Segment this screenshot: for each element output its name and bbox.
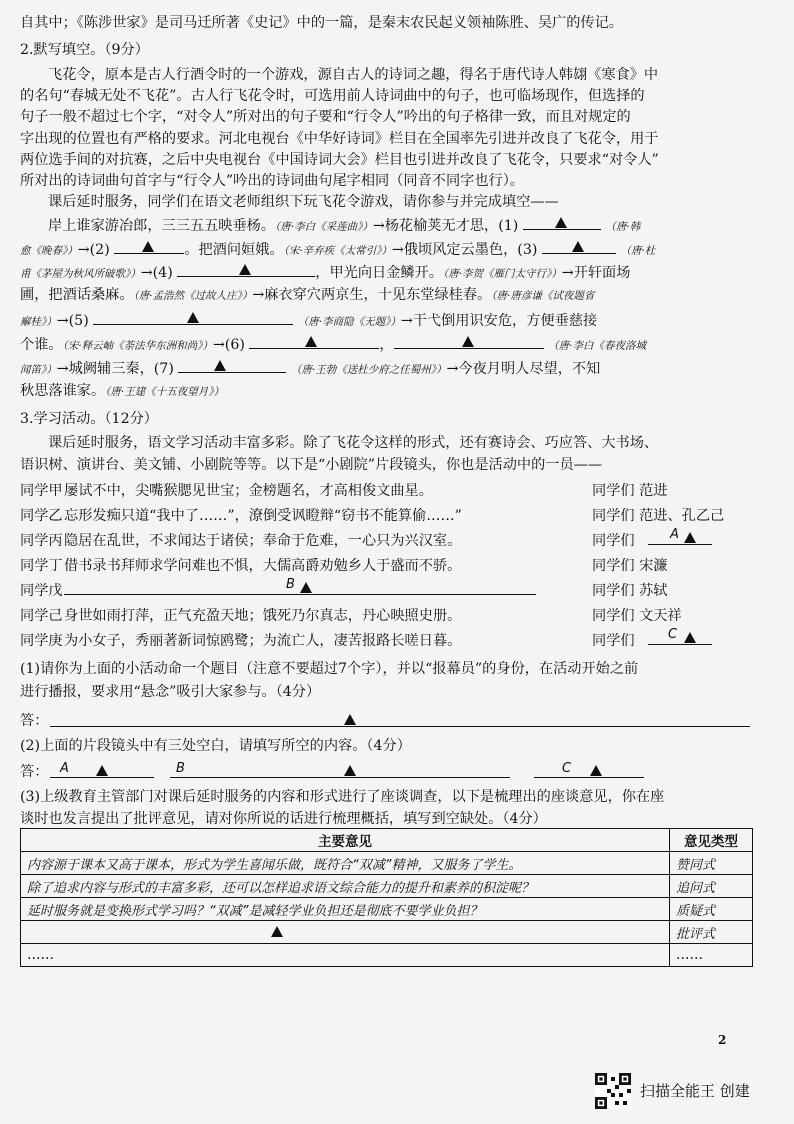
table-header (21, 829, 753, 852)
answer-c[interactable]: C (534, 763, 644, 778)
q3-sub1b: 进行播报，要求用“悬念”吸引大家参与。（4分） (20, 684, 321, 700)
q2-heading: 2.默写填空。（9分） (20, 42, 149, 58)
skit-row: 同学戊 B 同学们 苏轼 (20, 577, 668, 599)
poem-line-3: 甫《茅屋为秋风所破歌》）→(4) ，甲光向日金鳞开。（唐·李贺《雁门太守行》）→开轩面场 (20, 262, 630, 283)
table-row (21, 875, 753, 898)
blank-marker (300, 582, 312, 593)
q3-heading: 3.学习活动。（12分） (20, 411, 158, 427)
answer-b[interactable]: B (170, 763, 510, 778)
type-cell: …… (670, 944, 753, 967)
table-row (21, 898, 753, 921)
table-row (21, 921, 753, 944)
blank-marker (214, 360, 226, 371)
q2-para-line: 两位选手间的对抗赛，之后中央电视台《中国诗词大会》栏目也引进并改良了飞花令，只要求“对令人” (20, 152, 659, 168)
q2-task: 课后延时服务，同学们在语文老师组织下玩飞花令游戏，请你参与并完成填空—— (48, 194, 559, 210)
skit-row: 同学甲 屡试不中，尖嘴猴腮见世宝；金榜题名，才高相俊文曲星。 同学们 范进 (20, 483, 668, 499)
blank-3[interactable] (542, 239, 616, 254)
q2-para-line: 飞花令，原本是古人行酒令时的一个游戏，源自古人的诗词之趣，得名于唐代诗人韩翃《寒食》中 (48, 67, 659, 83)
poem-line-1: 岸上谁家游冶郎，三三五五映垂杨。（唐·李白《采莲曲》）→杨花榆荚无才思，(1) （唐·韩 (48, 215, 640, 236)
opinion-blank-cell[interactable] (21, 921, 670, 944)
blank-6b[interactable] (394, 334, 544, 349)
blank-marker (187, 312, 199, 323)
blank-b[interactable]: B (64, 580, 536, 595)
blank-marker (684, 632, 696, 643)
type-cell: 质疑式 (670, 898, 753, 921)
header-type: 意见类型 (670, 829, 753, 852)
skit-row: 同学丙 隐居在乱世，不求闻达于诸侯；奉命于危难，一心只为兴汉室。 同学们 A (20, 530, 760, 550)
blank-6a[interactable] (249, 334, 379, 349)
blank-marker (142, 241, 154, 252)
header-opinion: 主要意见 (21, 829, 670, 852)
blank-5[interactable] (93, 310, 293, 325)
intro-line: 自其中；《陈涉世家》是司马迁所著《史记》中的一篇，是秦末农民起义领袖陈胜、吴广的传记。 (20, 15, 623, 31)
table-row (21, 852, 753, 875)
skit-row: 同学丁 借书录书拜师求学问难也不惧，大儒高爵劝勉乡人于盛而不骄。 同学们 宋濂 (20, 558, 668, 574)
blank-4[interactable] (177, 262, 315, 277)
q3-sub3: (3)上级教育主管部门对课后延时服务的内容和形式进行了座谈调查，以下是梳理出的座谈意见，你在座 (20, 789, 665, 805)
skit-row: 同学乙 忘形发痴只道“我中了……”，潦倒受讽瞪辩“窃书不能算偷……” 同学们 范进、孔乙己 (20, 508, 725, 524)
blank-marker (344, 765, 356, 776)
blank-marker (96, 765, 108, 776)
scanner-brand: 扫描全能王 创建 (640, 1082, 750, 1100)
poem-line-6: 个谁。（宋·释云岫《荼法华东洲和尚》）→(6) ， （唐·李白《春夜洛城 (20, 334, 646, 355)
type-cell: 批评式 (670, 921, 753, 944)
poem-line-7: 闻笛》）→城阙辅三秦，(7) （唐·王勃《送杜少府之任蜀州》）→今夜月明人尽望，不知 (20, 358, 600, 379)
blank-c[interactable]: C (648, 630, 712, 645)
blank-marker (590, 765, 602, 776)
blank-marker (555, 217, 567, 228)
qr-code-icon (595, 1073, 631, 1109)
blank-marker (239, 264, 251, 275)
q3-para-line: 语识树、演讲台、美文铺、小剧院等等。以下是“小剧院”片段镜头，你也是活动中的一员—— (20, 457, 603, 473)
blank-marker (684, 532, 696, 543)
opinion-table (20, 828, 753, 967)
blank-marker (572, 241, 584, 252)
answer-line-2: 答： A B C (20, 763, 760, 781)
blank-a[interactable]: A (648, 530, 712, 545)
blank-marker (305, 336, 317, 347)
poem-line-5: 廨桂》）→(5) （唐·李商隐《无题》）→干弋倒用识安危，方便垂慈接 (20, 310, 597, 331)
q2-para-line: 的名句“春城无处不飞花”。古人行飞花令时，可选用前人诗词曲中的句子，也可临场现作，但选择的 (20, 88, 645, 104)
q3-para-line: 课后延时服务，语文学习活动丰富多彩。除了飞花令这样的形式，还有赛诗会、巧应答、大书场、 (48, 435, 659, 451)
answer-line-1: 答： (20, 712, 760, 730)
poem-line-4: 圃，把酒话桑麻。（唐·孟浩然《过故人庄》）→麻衣穿穴两京生，十见东堂绿桂春。（唐·唐彦谦《试夜题省 (20, 287, 595, 303)
table-row (21, 944, 753, 967)
blank-2[interactable] (114, 239, 184, 254)
opinion-cell: 内容源于课本又高于课本，形式为学生喜闻乐做，既符合“双减”精神，又服务了学生。 (21, 852, 670, 875)
skit-row: 同学己 身世如雨打萍，正气充盈天地；饿死乃尔真志，丹心映照史册。 同学们 文天祥 (20, 608, 682, 624)
opinion-cell: 除了追求内容与形式的丰富多彩，还可以怎样追求语文综合能力的提升和素养的积淀呢？ (21, 875, 670, 898)
q3-sub1: (1)请你为上面的小活动命一个题目（注意不要超过7个字），并以“报幕员”的身份，在活动开始之前 (20, 661, 639, 677)
poem-line-2: 愈《晚春》）→(2) 。把酒问姮娥。（宋·辛弃疾《太常引》）→俄顷风定云墨色，(3) （唐·杜 (20, 239, 655, 260)
blank-marker (344, 714, 356, 725)
answer-a[interactable]: A (50, 763, 154, 778)
blank-marker (462, 336, 474, 347)
type-cell: 追问式 (670, 875, 753, 898)
poem-line-8: 秋思落谁家。（唐·王建《十五夜望月》） (20, 383, 224, 399)
blank-7[interactable] (178, 358, 286, 373)
opinion-cell: …… (21, 944, 670, 967)
type-cell: 赞同式 (670, 852, 753, 875)
answer-input-1[interactable] (50, 712, 750, 727)
blank-1[interactable] (523, 215, 601, 230)
blank-marker (271, 926, 283, 937)
page-number: 2 (718, 1033, 727, 1047)
q2-para-line: 所对出的诗词曲句首字与“行令人”吟出的诗词曲句尾字相同（同音不同字也行）。 (20, 173, 524, 189)
q2-para-line: 句子一般不超过七个字，“对令人”所对出的句子要和“行令人”吟出的句子格律一致，而且对规定的 (20, 109, 631, 125)
q3-sub3b: 谈时也发言提出了批评意见，请对你所说的话进行梳理概括，填写到空缺处。（4分） (20, 811, 547, 827)
skit-row: 同学庚 为小女子，秀丽著新词惊鸥鹭；为流亡人，凄苦报路长嗟日暮。 同学们 C (20, 630, 760, 650)
opinion-cell: 延时服务就是变换形式学习吗？“双减”是减轻学业负担还是彻底不要学业负担？ (21, 898, 670, 921)
q3-sub2: (2)上面的片段镜头中有三处空白，请填写所空的内容。（4分） (20, 738, 411, 754)
q2-para-line: 字出现的位置也有严格的要求。河北电视台《中华好诗词》栏目在全国率先引进并改良了飞花令，用于 (20, 131, 659, 147)
